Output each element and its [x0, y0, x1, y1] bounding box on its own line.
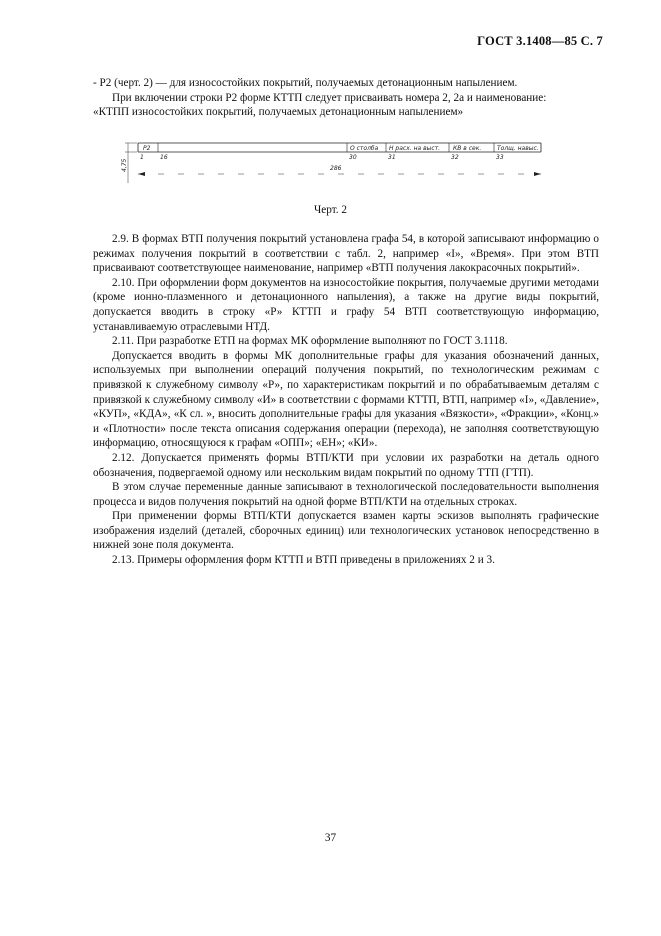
- paragraph-2-12-cont-1: В этом случае переменные данные записывают в технологической последовательности выполнения процесса и видов получения покрытий на одной форме ВТП/КТИ на отдельных строках.: [93, 481, 599, 508]
- figure-num-30: 30: [349, 154, 357, 161]
- figure-num-16: 16: [160, 154, 168, 161]
- paragraph-2-13: 2.13. Примеры оформления форм КТТП и ВТП приведены в приложениях 2 и 3.: [112, 554, 495, 567]
- dim-arrow-right: [534, 172, 541, 176]
- figure-num-33: 33: [496, 154, 504, 161]
- body-text: [93, 232, 599, 568]
- figure-caption: Черт. 2: [314, 204, 347, 216]
- figure-col-3: КВ в сек.: [453, 145, 482, 152]
- figure-col-4: Толщ. навыс.: [497, 145, 539, 152]
- dimension-height: 4,75: [121, 158, 128, 172]
- figure-num-1: 1: [140, 154, 144, 161]
- paragraph-2-10: 2.10. При оформлении форм документов на износостойкие покрытия, получаемые другими методами (кроме ионно-плазменного и детонационного напыления), а также на другие виды покрытий, допускается вводить в строку «Р» КТТП и графу 54 ВТП соответствующую информацию, устанавливаемую отраслевыми НТД.: [93, 276, 599, 333]
- figure-row-label: Р2: [143, 145, 151, 152]
- paragraph-2-12: 2.12. Допускается применять формы ВТП/КТИ при условии их разработки на деталь одного обозначения, подвергаемой одному или нескольким видам покрытий по одному ТТП (ГТП).: [93, 451, 599, 479]
- figure-col-2: Н расх. на выст.: [389, 145, 441, 152]
- page-number: 37: [324, 832, 337, 844]
- intro-line-3: «КТПП износостойких покрытий, получаемых детонационным напылением»: [93, 106, 464, 119]
- intro-line-1: - Р2 (черт. 2) — для износостойких покрытий, получаемых детонационным напылением.: [93, 77, 518, 89]
- intro-block: [93, 76, 599, 120]
- paragraph-2-11-cont: Допускается вводить в формы МК дополнительные графы для указания обозначений данных, используемых при выполнении операций получения покрытий, по технологическим режимам с привязкой к служебному символу «Р», по характеристикам покрытий и по обрабатываемым деталям с привязкой к служебному символу «И» в соответствии с формами КТТП, ВТП, например «I», «Давление», «КУП», «КДА», «К сл. », вносить дополнительные графы для указания «Вязкости», «Фракции», «Конц.» и «Плотности» после текста описания содержания операции (перехода), не заполняя соответствующую информацию, относящуюся к графам «ОПП»; «ЕН»; «КИ».: [93, 349, 599, 450]
- paragraph-2-11: 2.11. При разработке ЕТП на формах МК оформление выполняют по ГОСТ 3.1118.: [112, 335, 508, 348]
- paragraph-2-9: 2.9. В формах ВТП получения покрытий установлена графа 54, в которой записывают информацию о режимах получения покрытий в соответствии с табл. 2, например «I», «Время». При этом ВТП присваивают соответствующее наименование, например «ВТП получения лакокрасочных покрытий».: [93, 233, 599, 275]
- dimension-total: 286: [330, 165, 342, 172]
- figure-num-32: 32: [451, 154, 459, 161]
- figure-num-31: 31: [388, 154, 396, 161]
- page-header: ГОСТ 3.1408—85 С. 7: [477, 34, 603, 48]
- paragraph-2-12-cont-2: При применении формы ВТП/КТИ допускается взамен карты эскизов выполнять графические изображения изделий (деталей, сборочных единиц) или технологических установок непосредственно в нижней зоне поля документа.: [93, 510, 599, 552]
- dim-arrow-left: [138, 172, 145, 176]
- figure-col-1: О столба: [350, 145, 379, 152]
- intro-line-2: При включении строки Р2 форме КТТП следует присваивать номера 2, 2а и наименование:: [112, 91, 547, 104]
